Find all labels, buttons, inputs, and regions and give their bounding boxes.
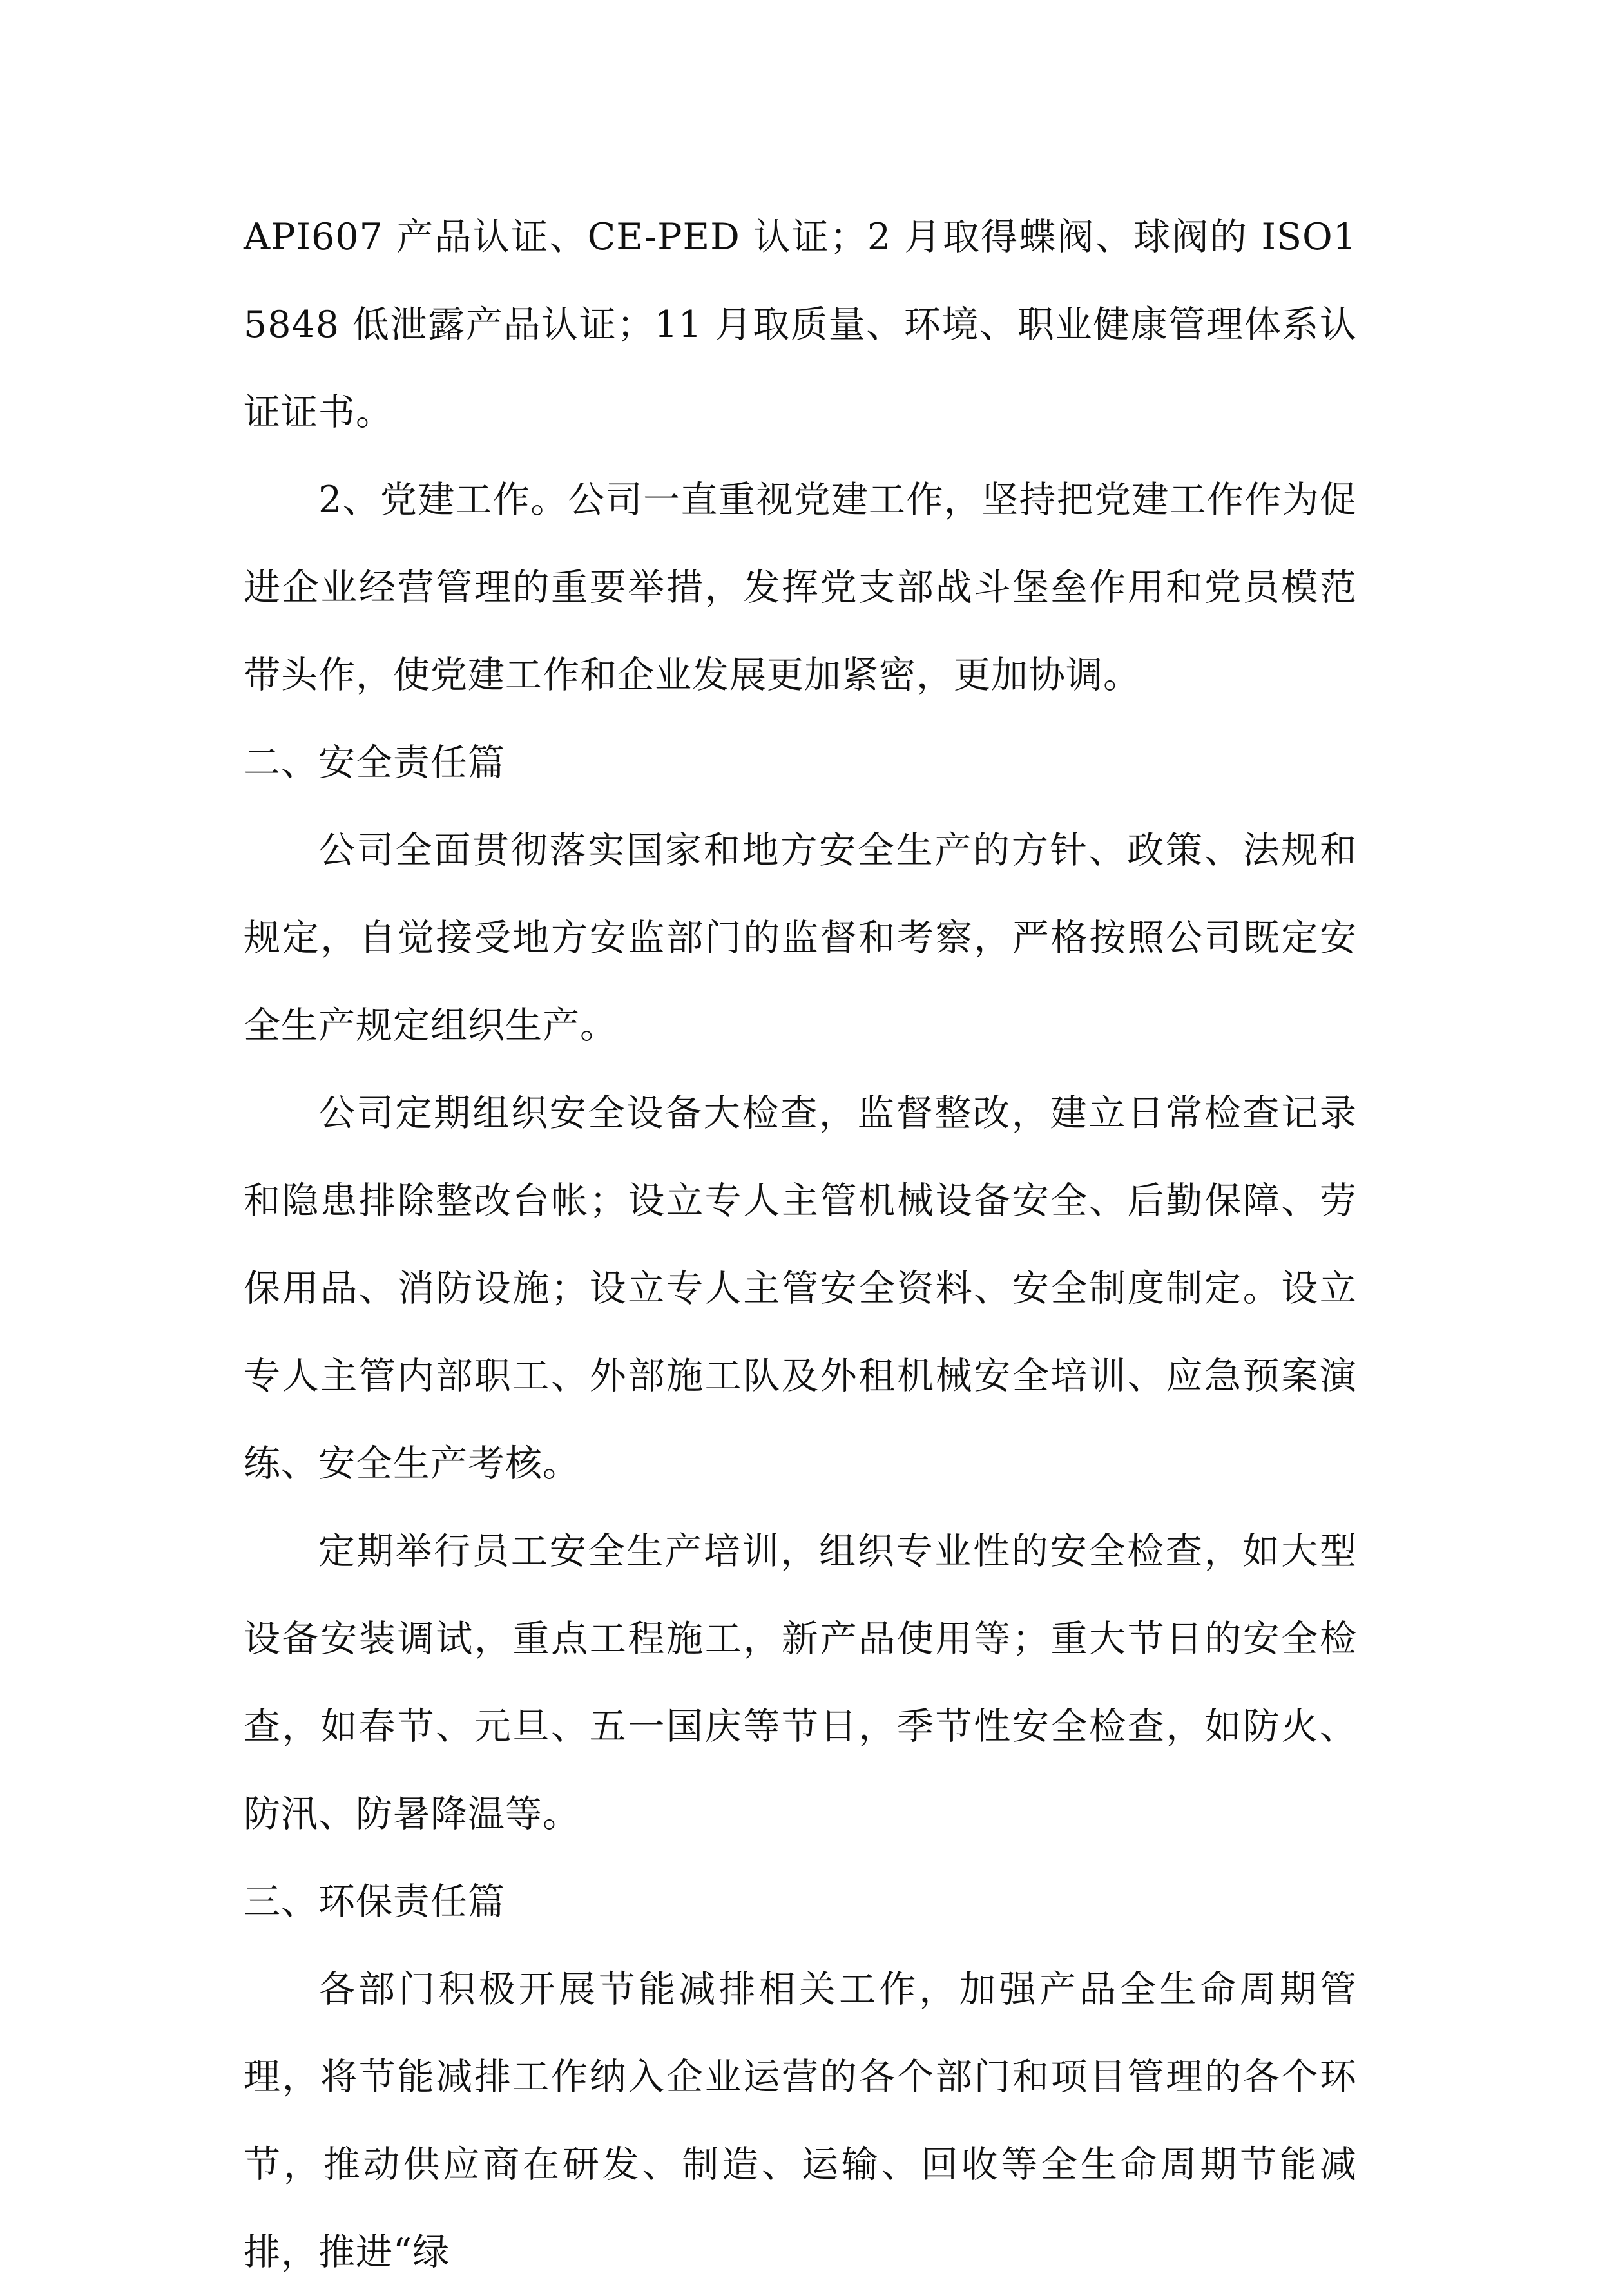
paragraph-energy-saving: 各部门积极开展节能减排相关工作，加强产品全生命周期管理，将节能减排工作纳入企业运营的各个部门和项目管理的各个环节，推动供应商在研发、制造、运输、回收等全生命周期节能减排，推进“绿 (244, 1968, 1357, 2273)
paragraph-certifications: API607 产品认证、CE-PED 认证；2 月取得蝶阀、球阀的 ISO15848 低泄露产品认证；11 月取质量、环境、职业健康管理体系认证证书。 (244, 216, 1357, 434)
section-heading-environment: 三、环保责任篇 (244, 1880, 505, 1923)
paragraph-party-building: 2、党建工作。公司一直重视党建工作，坚持把党建工作作为促进企业经营管理的重要举措，发挥党支部战斗堡垒作用和党员模范带头作，使党建工作和企业发展更加紧密，更加协调。 (244, 479, 1357, 696)
section-heading-safety: 二、安全责任篇 (244, 741, 505, 784)
paragraph-safety-training: 定期举行员工安全生产培训，组织专业性的安全检查，如大型设备安装调试，重点工程施工，新产品使用等；重大节日的安全检查，如春节、元旦、五一国庆等节日，季节性安全检查，如防火、防汛、防暑降温等。 (244, 1530, 1357, 1835)
document-body (244, 193, 1357, 2296)
paragraph-safety-inspection: 公司定期组织安全设备大检查，监督整改，建立日常检查记录和隐患排除整改台帐；设立专人主管机械设备安全、后勤保障、劳保用品、消防设施；设立专人主管安全资料、安全制度制定。设立专人主管内部职工、外部施工队及外租机械安全培训、应急预案演练、安全生产考核。 (244, 1092, 1357, 1485)
paragraph-safety-policy: 公司全面贯彻落实国家和地方安全生产的方针、政策、法规和规定，自觉接受地方安监部门的监督和考察，严格按照公司既定安全生产规定组织生产。 (244, 829, 1357, 1047)
